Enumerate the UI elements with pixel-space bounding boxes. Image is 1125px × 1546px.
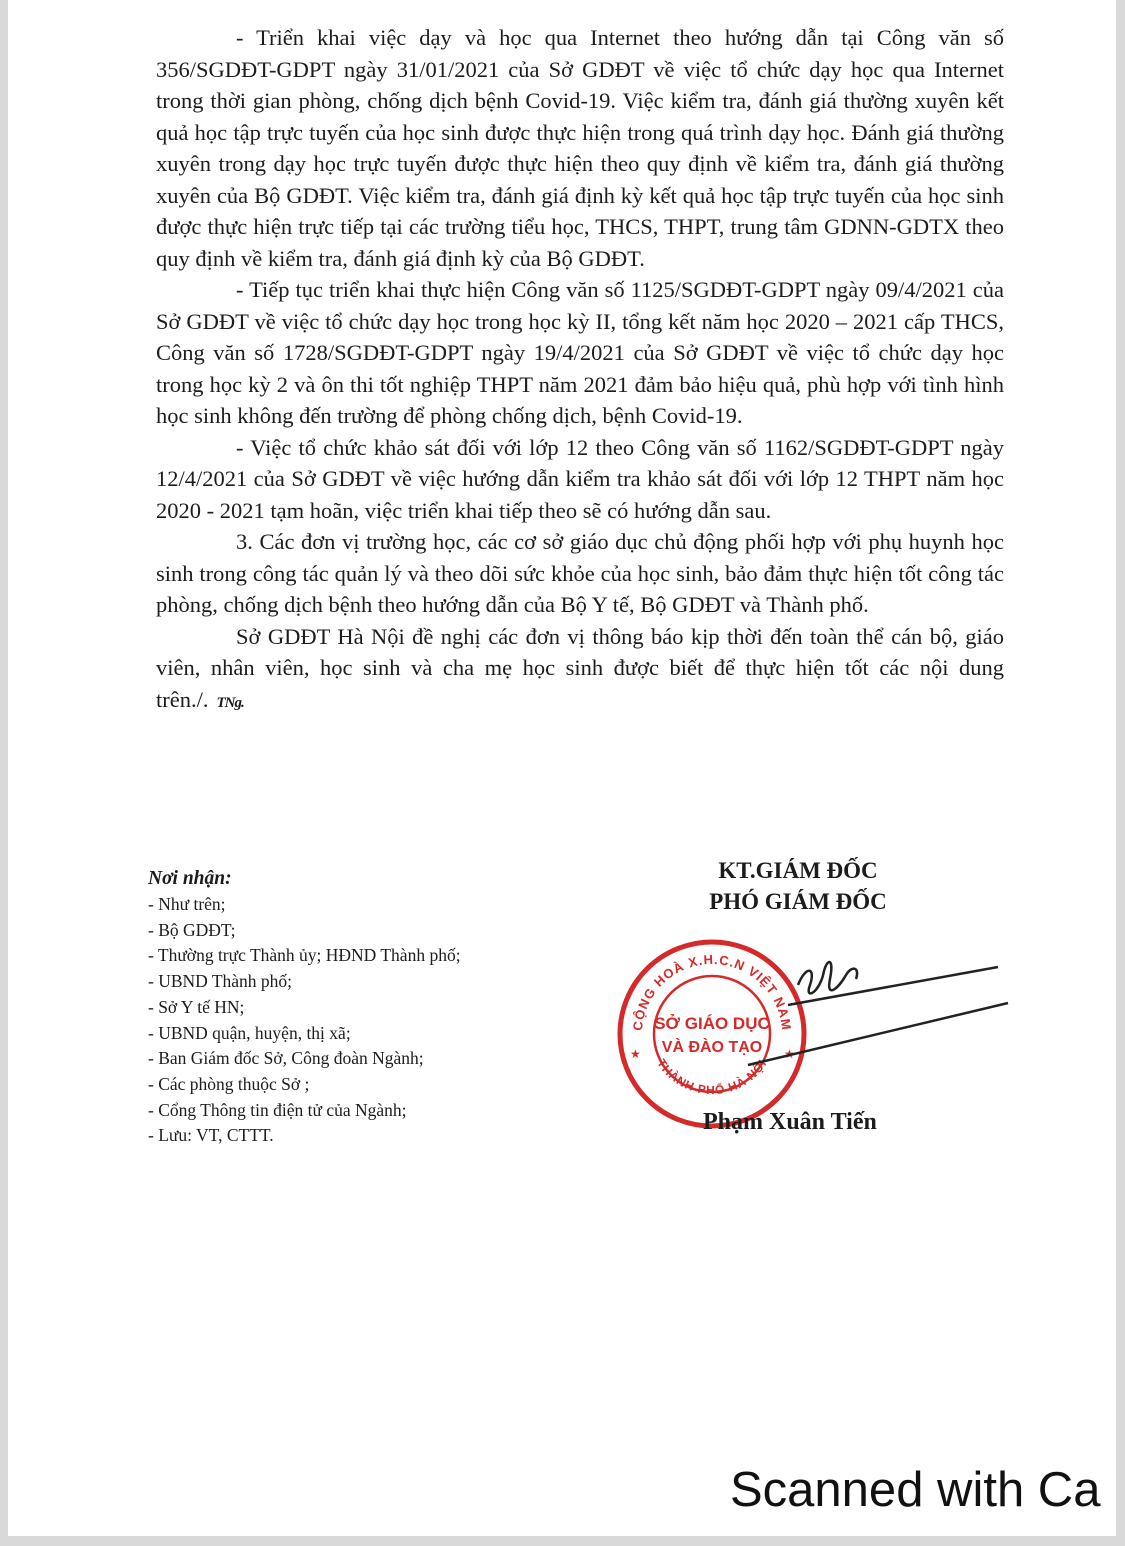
svg-text:VÀ ĐÀO TẠO: VÀ ĐÀO TẠO	[661, 1039, 763, 1056]
recipient-item: - Sở Y tế HN;	[148, 996, 245, 1017]
paragraph-closing	[156, 621, 1004, 720]
svg-text:THÀNH PHỐ HÀ NỘI: THÀNH PHỐ HÀ NỘI	[654, 1056, 770, 1098]
recipient-item: - Như trên;	[148, 894, 226, 914]
svg-text:★: ★	[630, 1047, 641, 1061]
svg-text:★: ★	[784, 1047, 795, 1061]
recipient-item: - Thường trực Thành ủy; HĐND Thành phố;	[148, 945, 461, 966]
recipients-block	[148, 866, 461, 1149]
initials-mark: TNg.	[216, 694, 244, 711]
document-body	[156, 22, 1004, 719]
recipient-item: - UBND quận, huyện, thị xã;	[148, 1022, 351, 1043]
svg-text:SỞ GIÁO DỤC: SỞ GIÁO DỤC	[654, 1014, 770, 1033]
signer-title-line1: KT.GIÁM ĐỐC	[718, 858, 878, 883]
scan-watermark: Scanned with Ca	[730, 1463, 1101, 1517]
paragraph-grade12-survey: - Việc tổ chức khảo sát đối với lớp 12 theo Công văn số 1162/SGDĐT-GDPT ngày 12/4/2021 của Sở GDĐT về việc hướng dẫn kiểm tra khảo sát đối với lớp 12 THPT năm học 2020 - 2021 tạm hoãn, việc triển khai tiếp theo sẽ có hướng dẫn sau.	[156, 434, 1004, 523]
svg-text:CỘNG HOÀ X.H.C.N VIỆT NAM: CỘNG HOÀ X.H.C.N VIỆT NAM	[629, 951, 795, 1032]
recipient-item: - Cổng Thông tin điện tử của Ngành;	[148, 1099, 407, 1120]
recipient-item: - Các phòng thuộc Sở ;	[148, 1073, 310, 1094]
handwritten-signature	[648, 945, 1018, 1125]
signer-title	[648, 855, 948, 917]
recipient-item: - Bộ GDĐT;	[148, 919, 236, 940]
closing-text: Sở GDĐT Hà Nội đề nghị các đơn vị thông báo kịp thời đến toàn thể cán bộ, giáo viên, nhân viên, học sinh và cha mẹ học sinh được biết để thực hiện tốt các nội dung trên./.	[156, 623, 1004, 712]
paragraph-online-teaching: - Triển khai việc dạy và học qua Internet theo hướng dẫn tại Công văn số 356/SGDĐT-GDPT ngày 31/01/2021 của Sở GDĐT về việc tổ chức dạy học qua Internet trong thời gian phòng, chống dịch bệnh Covid-19. Việc kiểm tra, đánh giá thường xuyên kết quả học tập trực tuyến của học sinh được thực hiện trong quá trình dạy học. Đánh giá thường xuyên trong dạy học trực tuyến được thực hiện theo quy định về kiểm tra, đánh giá thường xuyên của Bộ GDĐT. Việc kiểm tra, đánh giá định kỳ kết quả học tập trực tuyến của học sinh được thực hiện trực tiếp tại các trường tiểu học, THCS, THPT, trung tâm GDNN-GDTX theo quy định về kiểm tra, đánh giá định kỳ của Bộ GDĐT.	[156, 25, 1004, 271]
paragraph-continue-implementation: - Tiếp tục triển khai thực hiện Công văn số 1125/SGDĐT-GDPT ngày 09/4/2021 của Sở GDĐT về việc tổ chức dạy học trong học kỳ II, tổng kết năm học 2020 – 2021 cấp THCS, Công văn số 1728/SGDĐT-GDPT ngày 19/4/2021 của Sở GDĐT về việc tổ chức dạy học trong học kỳ 2 và ôn thi tốt nghiệp THPT năm 2021 đảm bảo hiệu quả, phù hợp với tình hình học sinh không đến trường để phòng chống dịch, bệnh Covid-19.	[156, 277, 1004, 428]
recipient-item: - Lưu: VT, CTTT.	[148, 1125, 274, 1146]
signer-name: Phạm Xuân Tiến	[703, 1109, 877, 1135]
document-page	[8, 0, 1116, 1536]
recipient-item: - Ban Giám đốc Sở, Công đoàn Ngành;	[148, 1048, 424, 1069]
paragraph-coordination: 3. Các đơn vị trường học, các cơ sở giáo dục chủ động phối hợp với phụ huynh học sinh trong công tác quản lý và theo dõi sức khỏe của học sinh, bảo đảm thực hiện tốt công tác phòng, chống dịch bệnh theo hướng dẫn của Bộ Y tế, Bộ GDĐT và Thành phố.	[156, 529, 1004, 617]
signer-title-line2: PHÓ GIÁM ĐỐC	[709, 889, 887, 914]
recipient-item: - UBND Thành phố;	[148, 971, 293, 992]
recipients-heading: Nơi nhận:	[148, 868, 232, 889]
